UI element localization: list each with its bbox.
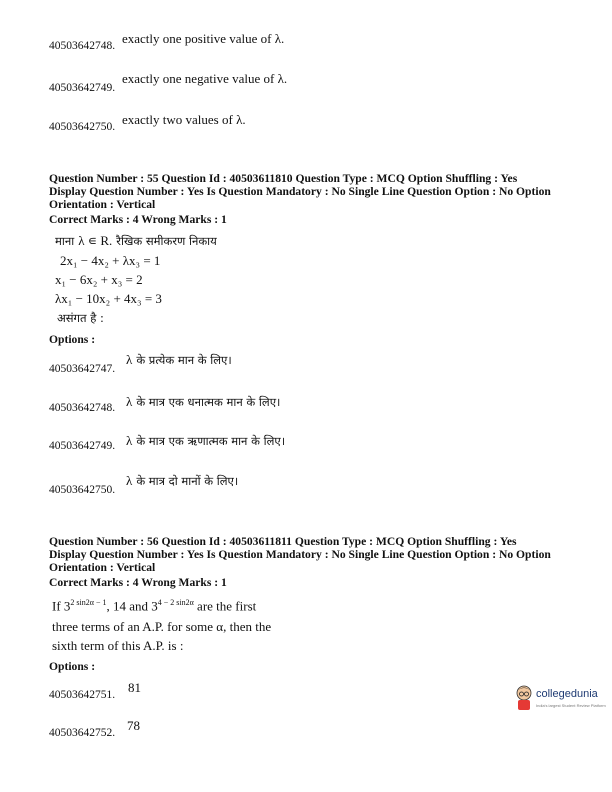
question-header: Display Question Number : Yes Is Question Mandatory : No Single Line Question Option : No Option (49, 548, 551, 561)
intro-hindi: माना (55, 234, 75, 248)
question-header: Question Number : 55 Question Id : 40503611810 Question Type : MCQ Option Shuffling : Yes (49, 172, 518, 185)
option-id: 40503642748. (49, 402, 116, 414)
option-text: λ के मात्र एक धनात्मक मान के लिए। (126, 394, 281, 409)
option-text: λ के मात्र दो मानों के लिए। (126, 473, 239, 488)
options-label: Options : (49, 660, 96, 673)
option-id: 40503642748. (49, 40, 116, 52)
option-id: 40503642750. (49, 121, 116, 133)
option-text: exactly one negative value of λ. (122, 71, 288, 86)
options-label: Options : (49, 333, 96, 346)
option-id: 40503642752. (49, 727, 116, 739)
question-header: Orientation : Vertical (49, 198, 156, 211)
option-text: 78 (127, 718, 140, 733)
lambda-symbol: λ (126, 433, 133, 448)
equation-3: λx₁ − 10x₂ + 4x₃ = 3 (55, 291, 162, 306)
question-header: Orientation : Vertical (49, 561, 156, 574)
question-outro: असंगत है : (57, 311, 104, 325)
option-id: 40503642749. (49, 82, 116, 94)
option-id: 40503642747. (49, 363, 116, 375)
question-header: Question Number : 56 Question Id : 40503611811 Question Type : MCQ Option Shuffling : Yes (49, 535, 517, 548)
question-line-1: If $3^{2 sin2\alpha - 1}$, 14 and $3^{4 - 2 sin2\alpha}$ are the first (52, 598, 257, 614)
question-marks: Correct Marks : 4 Wrong Marks : 1 (49, 213, 227, 226)
option-text: exactly one positive value of λ. (122, 31, 285, 46)
question-header: Display Question Number : Yes Is Question Mandatory : No Single Line Question Option : No Option (49, 185, 551, 198)
question-intro (55, 232, 217, 250)
option-text: 81 (128, 680, 141, 695)
option-id: 40503642751. (49, 689, 116, 701)
option-text: λ के प्रत्येक मान के लिए। (126, 352, 232, 367)
lambda-symbol: λ (126, 352, 133, 367)
intro-hindi-2: रैखिक समीकरण निकाय (116, 234, 217, 248)
option-text: λ के मात्र एक ऋणात्मक मान के लिए। (126, 433, 286, 448)
question-line-2: three terms of an A.P. for some α, then the (52, 619, 272, 634)
option-id: 40503642749. (49, 440, 116, 452)
lambda-symbol: λ (126, 473, 133, 488)
equation-2: x₁ − 6x₂ + x₃ = 2 (55, 272, 143, 287)
brand-tagline: India's largest Student Review Platform (536, 703, 606, 708)
mascot-icon (514, 684, 534, 712)
question-line-3: sixth term of this A.P. is : (52, 638, 184, 653)
option-text: exactly two values of λ. (122, 112, 246, 127)
brand-name: collegedunia (536, 688, 598, 700)
equation-1: 2x₁ − 4x₂ + λx₃ = 1 (60, 253, 161, 268)
collegedunia-logo (514, 684, 606, 714)
lambda-symbol: λ (126, 394, 133, 409)
intro-set: λ ∊ R. (78, 233, 113, 248)
option-id: 40503642750. (49, 484, 116, 496)
question-marks: Correct Marks : 4 Wrong Marks : 1 (49, 576, 227, 589)
